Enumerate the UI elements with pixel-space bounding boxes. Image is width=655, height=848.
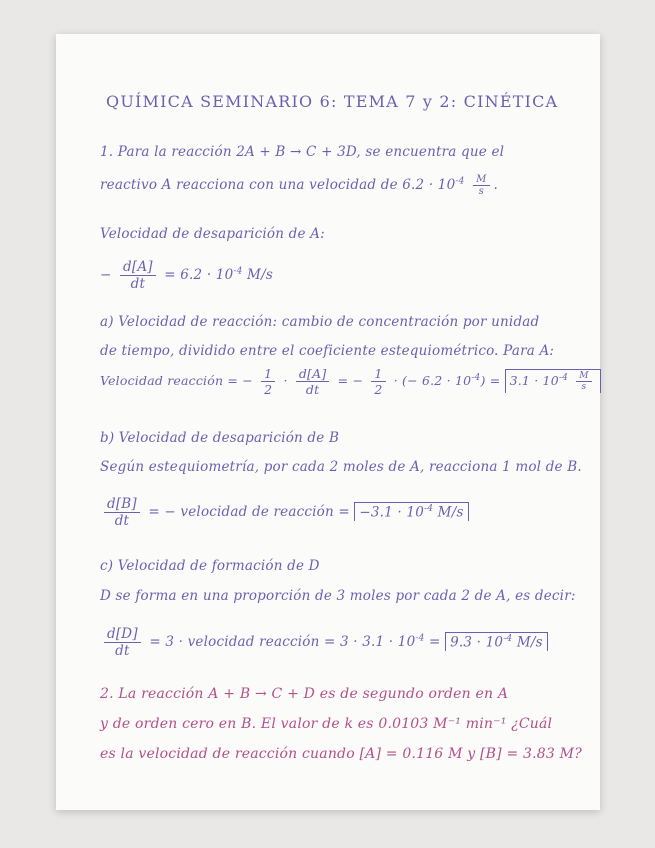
part-b-equation [100, 496, 570, 529]
part-c-result-box [445, 632, 548, 652]
problem1-number: 1. [100, 144, 114, 160]
problem2-line2: y de orden cero en B. El valor de k es 0.0103 M⁻¹ min⁻¹ ¿Cuál [100, 716, 553, 732]
coef2-fraction [371, 366, 385, 397]
part-b-result-box [354, 502, 468, 522]
part-c-line1: c) Velocidad de formación de D [100, 558, 320, 574]
dA-num: d[A] [296, 366, 330, 382]
part-b-line2: Según estequiometría, por cada 2 moles de A, reacciona 1 mol de B. [100, 459, 582, 475]
dB-num: d[B] [104, 496, 140, 513]
coef-num: 1 [261, 366, 275, 382]
part-c-result-exp: -4 [503, 633, 513, 644]
part-c-eq-end: = [429, 634, 441, 650]
rate-exp: -4 [233, 266, 243, 277]
rate-den: dt [130, 276, 146, 292]
dD-num: d[D] [104, 626, 141, 643]
part-b-eq: = − velocidad de reacción = [148, 504, 350, 520]
part-a-result-unit [576, 371, 591, 392]
part-a-result-exp: -4 [558, 372, 569, 383]
eq2: = − [337, 373, 364, 388]
minus-sign: − [100, 267, 112, 283]
part-b-result-unit: M/s [437, 504, 464, 520]
part-b-result: −3.1 · 10 [359, 504, 424, 520]
part-a-result-box [505, 369, 601, 393]
dD-den: dt [115, 643, 130, 659]
eq3-exp: -4 [471, 372, 481, 383]
part-a-result: 3.1 · 10 [509, 373, 559, 388]
statement-unit [473, 174, 489, 197]
part-a-line1: a) Velocidad de reacción: cambio de concentración por unidad [100, 314, 540, 330]
statement-end: . [493, 177, 499, 193]
result-unit-den: s [581, 382, 587, 392]
rate-num: d[A] [120, 259, 156, 276]
page-title: QUÍMICA SEMINARIO 6: TEMA 7 y 2: CINÉTICA [106, 92, 559, 111]
rate-equation [100, 259, 570, 292]
coef2-den: 2 [374, 382, 383, 397]
coef2-num: 1 [371, 366, 385, 382]
rate-unit: M/s [247, 267, 273, 283]
eq3-end: ) = [480, 373, 501, 388]
part-c-line2: D se forma en una proporción de 3 moles por cada 2 de A, es decir: [100, 588, 576, 604]
rate-value: = 6.2 · 10 [164, 267, 234, 283]
part-a-equation [100, 366, 589, 397]
eq-label: Velocidad reacción = − [100, 373, 253, 388]
statement-text: reactivo A reacciona con una velocidad de 6.2 · 10 [100, 177, 456, 193]
rate-fraction [120, 259, 156, 292]
unit-den: s [478, 186, 484, 197]
problem2-line1: 2. La reacción A + B → C + D es de segundo orden en A [100, 686, 509, 702]
part-c-eq-exp: -4 [415, 633, 425, 644]
dA-fraction [296, 366, 330, 397]
part-b-result-exp: -4 [424, 503, 434, 514]
statement-exponent: -4 [455, 176, 465, 187]
part-c-equation [100, 626, 570, 659]
problem1-statement-line2 [100, 174, 570, 197]
problem1-text: Para la reacción 2A + B → C + 3D, se encuentra que el [117, 144, 505, 160]
part-a-line2: de tiempo, dividido entre el coeficiente estequiométrico. Para A: [100, 343, 555, 359]
unit-num: M [473, 174, 489, 186]
dD-fraction [104, 626, 141, 659]
part-c-result: 9.3 · 10 [450, 634, 504, 650]
eq3: · (− 6.2 · 10 [393, 373, 472, 388]
dA-den: dt [305, 382, 320, 397]
problem2-line3: es la velocidad de reacción cuando [A] = 0.116 M y [B] = 3.83 M? [100, 746, 582, 762]
part-c-result-unit: M/s [516, 634, 543, 650]
result-unit-num: M [576, 371, 591, 382]
coef-fraction [261, 366, 275, 397]
dB-fraction [104, 496, 140, 529]
coef-den: 2 [264, 382, 273, 397]
vel-desaparicion-label: Velocidad de desaparición de A: [100, 226, 325, 242]
notebook-page [56, 34, 600, 810]
dot: · [283, 373, 288, 388]
problem1-statement-line1 [100, 144, 570, 160]
part-b-line1: b) Velocidad de desaparición de B [100, 430, 340, 446]
part-c-eq: = 3 · velocidad reacción = 3 · 3.1 · 10 [149, 634, 416, 650]
dB-den: dt [114, 513, 130, 529]
